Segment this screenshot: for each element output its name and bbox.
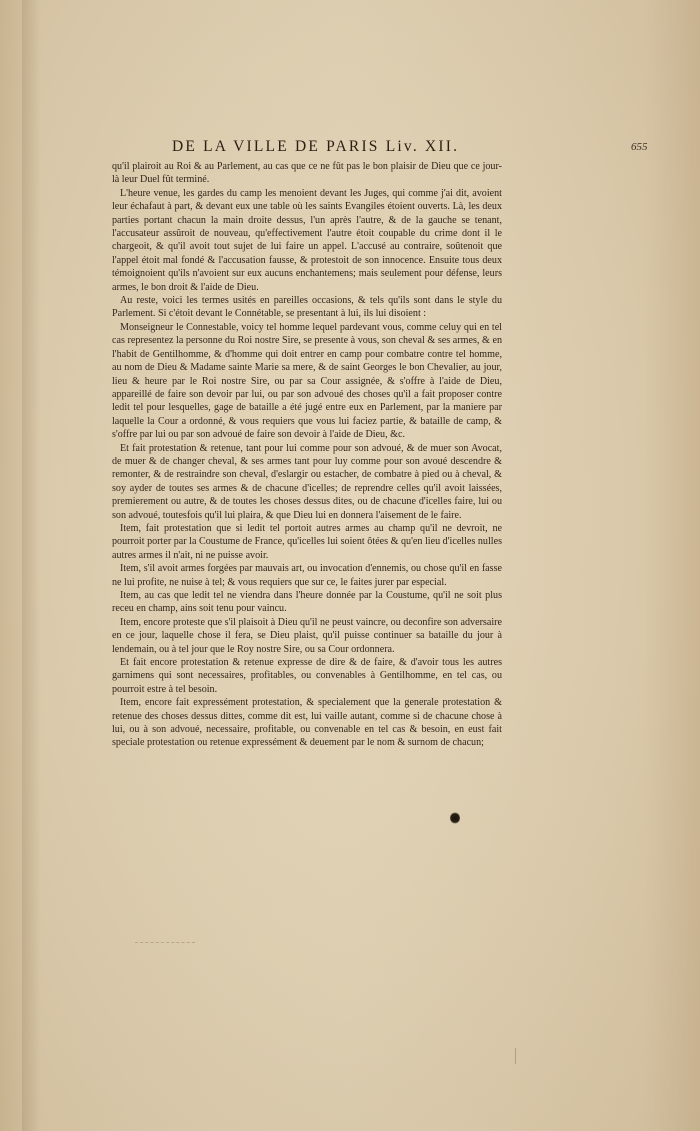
paragraph: Item, encore fait expressément protestation, & specialement que la generale protestation & retenue des choses dessus dittes, comme dit est, lui vaille autant, comme si de chacune chose à lui, ou à son advoué, necessaire, profitable, ou convenable en tel cas & besoin, en eust fait speciale protestation ou retenue expressément & deuement par le nom & surnom de chacun; [112,697,502,749]
paragraph: Item, fait protestation que si ledit tel portoit autres armes au champ qu'il ne devroit, ne pourroit porter par la Coustume de France, qu'icelles lui soient ôtées & qu'en lieu d'icelles nulles autres armes il n'ait, ni ne puisse avoir. [112,522,502,561]
running-head [172,138,672,158]
paragraph: Item, s'il avoit armes forgées par mauvais art, ou invocation d'ennemis, ou chose qu'il en fasse ne lui profite, ne nuise à tel; & vous requiers que sur ce, le faites jurer par especial. [112,563,502,588]
paragraph: Item, au cas que ledit tel ne viendra dans l'heure donnée par la Coustume, qu'il ne soit plus receu en champ, ains soit tenu pour vaincu. [112,590,502,615]
paragraph: Et fait protestation & retenue, tant pour lui comme pour son advoué, & de muer son Avocat, de muer & de changer cheval, & ses armes tant pour luy comme pour son avoué descendre & remonter, & de restraindre son cheval, d'eslargir ou estacher, de combatre à pied ou à cheval, & soy ayder de toutes ses armes & de chacune d'icelles; de reprendre celles qu'il avoit laissées, premierement ou autre, & de toutes les choses dessus dites, ou de chacune d'icelles faire, lui ou son advoué, toutesfois qu'il lui plaira, & que Dieu lui en donnera l'aisement de le faire. [112,442,502,521]
paragraph: L'heure venue, les gardes du camp les menoient devant les Juges, qui comme j'ai dit, avoient leur échafaut à part, & devant eux une table où les saints Evangiles étoient ouverts. Là, les deux parties portant chacun la main droite dessus, l'un après l'autre, & de la gauche se tenant, l'accusateur assûroit de nouveau, qu'effectivement l'autre étoit coupable du crime dont il le chargeoit, & qu'il avoit tout sujet de lui faire un appel. L'accusé au contraire, soûtenoit que l'appel étoit mal fondé & l'accusation fausse, & protestoit de son innocence. Ensuite tous deux témoignoient qu'ils n'avoient sur eux aucuns enchantemens; mais seulement pour défense, leurs armes, le bon droit & l'aide de Dieu. [112,187,502,293]
paragraph: Au reste, voici les termes usités en pareilles occasions, & tels qu'ils sont dans le style du Parlement. Si c'étoit devant le Connétable, se presentant à lui, ils lui disoient : [112,295,502,320]
ink-blot [450,812,460,824]
page-number: 655 [631,141,648,153]
paper-mark [515,1048,516,1064]
paragraph: Monseigneur le Connestable, voicy tel homme lequel pardevant vous, comme celuy qui en tel cas representez la personne du Roi nostre Sire, se presente à vous, son cheval & ses armes, & en l'habit de Gentilhomme, & d'homme qui doit entrer en camp pour combatre contre tel homme, au nom de Dieu & Madame sainte Marie sa mere, & de saint Georges le bon Chevalier, au jour, lieu & heure par le Roi nostre Sire, ou par sa Cour assignée, & s'offre à l'aide de Dieu, appareillé de faire son devoir par lui, ou par son advoué des choses qu'il a fait proposer contre ledit tel pour lesquelles, gage de bataille a été jugé entre eux en Parlement, par la maniere par laquelle la Cour a ordonné, & vous requiers que vous lui faciez partie, & bataille de camp, & s'offre par lui ou par son advoué de faire son devoir à l'aide de Dieu, &c. [112,321,502,441]
paragraph: qu'il plairoit au Roi & au Parlement, au cas que ce ne fût pas le bon plaisir de Dieu que ce jour-là leur Duel fût terminé. [112,161,502,186]
paragraph: Et fait encore protestation & retenue expresse de dire & de faire, & d'avoir tous les autres garnimens qui sont necessaires, profitables, ou convenables à Gentilhomme, en tel cas, ou pourroit estre à tel besoin. [112,657,502,695]
page-gutter-shadow [22,0,40,1131]
paper-blemish [135,942,195,944]
paragraph: Item, encore proteste que s'il plaisoit à Dieu qu'il ne peust vaincre, ou deconfire son adversaire en ce jour, laquelle chose il fera, se Dieu plaist, qu'il puisse continuer sa bataille du jour à lendemain, ou à tel jour que le Roy nostre Sire, ou sa Cour ordonnera. [112,616,502,655]
running-head-title: DE LA VILLE DE PARIS Liv. XII. [172,138,460,155]
body-text [112,160,502,750]
